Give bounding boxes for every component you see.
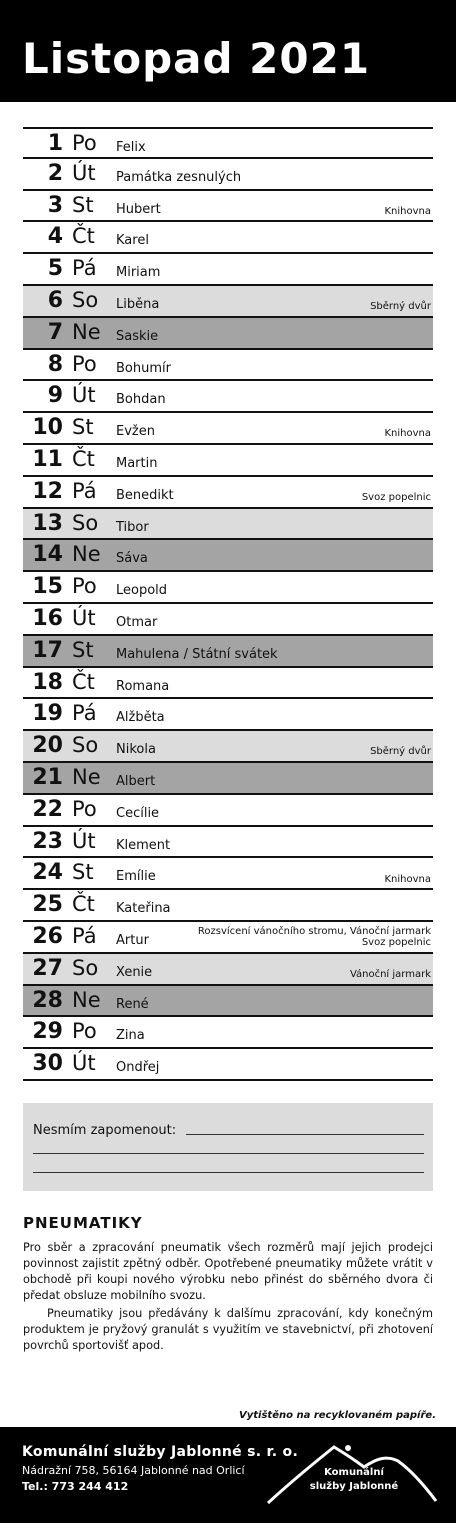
day-number: 6 xyxy=(47,287,63,313)
name-day: Miriam xyxy=(116,265,161,281)
name-day: Emílie xyxy=(116,869,156,885)
day-number: 17 xyxy=(32,637,63,663)
day-row xyxy=(23,350,433,382)
name-day: Klement xyxy=(116,837,171,853)
day-name: Út xyxy=(72,160,96,185)
day-row xyxy=(23,540,433,572)
day-name: Ne xyxy=(72,764,101,789)
day-name: So xyxy=(72,287,99,312)
day-name: Pá xyxy=(72,478,97,503)
day-number: 19 xyxy=(32,701,63,727)
day-number: 25 xyxy=(32,892,63,918)
day-name: Po xyxy=(72,131,97,155)
day-event: Sběrný dvůr xyxy=(370,746,431,758)
day-number: 4 xyxy=(47,224,63,250)
day-number: 11 xyxy=(32,446,63,472)
day-row xyxy=(23,636,433,668)
month-header xyxy=(0,0,456,102)
day-number: 16 xyxy=(32,605,63,631)
name-day: Mahulena / Státní svátek xyxy=(116,646,278,662)
name-day: Bohumír xyxy=(116,360,171,376)
day-name: Po xyxy=(72,796,97,821)
name-day: Nikola xyxy=(116,742,156,758)
day-number: 5 xyxy=(47,256,63,282)
day-event: Knihovna xyxy=(384,205,431,217)
day-row xyxy=(23,381,433,413)
day-number: 29 xyxy=(32,1019,63,1045)
day-name: Čt xyxy=(72,669,95,694)
day-event: Vánoční jarmark xyxy=(349,969,431,981)
name-day: Liběna xyxy=(116,296,160,312)
day-row xyxy=(23,413,433,445)
day-name: Pá xyxy=(72,256,97,281)
day-name: St xyxy=(72,860,94,885)
notes-line xyxy=(186,1134,424,1135)
name-day: Cecílie xyxy=(116,805,160,821)
day-row xyxy=(23,445,433,477)
day-number: 24 xyxy=(32,860,63,886)
day-name: Út xyxy=(72,828,96,853)
day-row xyxy=(23,222,433,254)
day-name: So xyxy=(72,955,99,980)
day-name: Pá xyxy=(72,923,97,948)
name-day: Hubert xyxy=(116,201,161,217)
day-name: St xyxy=(72,192,94,217)
day-name: So xyxy=(72,510,99,535)
company-name: Komunální služby Jablonné s. r. o. xyxy=(22,1444,299,1460)
company-logo xyxy=(264,1439,440,1509)
name-day: Martin xyxy=(116,455,158,471)
day-event: Svoz popelnic xyxy=(361,492,431,504)
name-day: Romana xyxy=(116,678,170,694)
name-day: Tibor xyxy=(116,519,149,535)
day-name: Út xyxy=(72,1051,96,1076)
day-number: 2 xyxy=(47,160,63,186)
day-row xyxy=(23,922,433,954)
day-row xyxy=(23,763,433,795)
name-day: Albert xyxy=(116,773,156,789)
day-row xyxy=(23,604,433,636)
day-row xyxy=(23,572,433,604)
day-number: 3 xyxy=(47,192,63,218)
day-row xyxy=(23,1017,433,1049)
name-day: Bohdan xyxy=(116,392,166,408)
name-day: Ondřej xyxy=(116,1060,160,1076)
name-day: Evžen xyxy=(116,424,155,440)
day-number: 13 xyxy=(32,510,63,536)
day-row xyxy=(23,1049,433,1081)
logo-line-1: Komunální xyxy=(324,1467,384,1478)
day-name: Po xyxy=(72,574,97,599)
day-number: 7 xyxy=(47,319,63,345)
day-row xyxy=(23,827,433,859)
day-number: 27 xyxy=(32,955,63,981)
day-list xyxy=(23,127,433,1081)
day-event: Sběrný dvůr xyxy=(370,301,431,313)
day-number: 15 xyxy=(32,574,63,600)
day-number: 18 xyxy=(32,669,63,695)
day-number: 22 xyxy=(32,796,63,822)
footer xyxy=(0,1427,456,1523)
name-day: Benedikt xyxy=(116,487,174,503)
name-day: Památka zesnulých xyxy=(116,169,242,185)
day-number: 21 xyxy=(32,764,63,790)
day-row xyxy=(23,890,433,922)
name-day: Karel xyxy=(116,233,149,249)
name-day: Artur xyxy=(116,932,149,948)
day-row xyxy=(23,858,433,890)
name-day: René xyxy=(116,996,149,1012)
day-row xyxy=(23,668,433,700)
company-address: Nádražní 758, 56164 Jablonné nad Orlicí xyxy=(22,1464,245,1477)
name-day: Kateřina xyxy=(116,901,171,917)
name-day: Alžběta xyxy=(116,710,165,726)
day-row xyxy=(23,254,433,286)
day-row xyxy=(23,127,433,159)
day-name: St xyxy=(72,415,94,440)
day-row xyxy=(23,477,433,509)
day-name: Čt xyxy=(72,892,95,917)
day-name: Čt xyxy=(72,224,95,249)
day-row xyxy=(23,795,433,827)
day-row xyxy=(23,699,433,731)
day-name: Po xyxy=(72,351,97,376)
day-row xyxy=(23,954,433,986)
day-event: Knihovna xyxy=(384,873,431,885)
day-name: Ne xyxy=(72,542,101,567)
day-name: St xyxy=(72,637,94,662)
day-number: 8 xyxy=(47,351,63,377)
day-name: Ne xyxy=(72,319,101,344)
day-row xyxy=(23,509,433,541)
day-event: Knihovna xyxy=(384,428,431,440)
article-paragraph: Pro sběr a zpracování pneumatik všech rozměrů mají jejich prodejci povinnost zajistit zpětný odběr. Opotřebené pneumatiky můžete vrátit v obchodě při koupi nového výrobku nebo přinést do sběrného dvora či předat obsluze mobilního svozu. xyxy=(23,1241,433,1302)
day-number: 10 xyxy=(32,415,63,441)
day-name: So xyxy=(72,733,99,758)
day-row xyxy=(23,731,433,763)
recycled-paper-note: Vytištěno na recyklovaném papíře. xyxy=(239,1410,436,1421)
day-row xyxy=(23,318,433,350)
day-number: 12 xyxy=(32,478,63,504)
day-number: 30 xyxy=(32,1051,63,1077)
name-day: Otmar xyxy=(116,614,158,630)
day-number: 26 xyxy=(32,923,63,949)
name-day: Xenie xyxy=(116,964,153,980)
notes-line xyxy=(33,1172,424,1173)
day-number: 28 xyxy=(32,987,63,1013)
name-day: Zina xyxy=(116,1028,145,1044)
day-number: 23 xyxy=(32,828,63,854)
day-row xyxy=(23,159,433,191)
name-day: Felix xyxy=(116,140,146,155)
notes-label: Nesmím zapomenout: xyxy=(33,1123,177,1138)
day-row xyxy=(23,986,433,1018)
day-name: Ne xyxy=(72,987,101,1012)
name-day: Saskie xyxy=(116,328,159,344)
name-day: Sáva xyxy=(116,551,148,567)
day-name: Čt xyxy=(72,446,95,471)
month-title: Listopad 2021 xyxy=(22,34,371,83)
notes-box xyxy=(23,1103,433,1191)
day-name: Út xyxy=(72,383,96,408)
day-row xyxy=(23,191,433,223)
day-name: Pá xyxy=(72,701,97,726)
day-number: 1 xyxy=(47,131,63,156)
day-number: 9 xyxy=(47,383,63,409)
day-name: Po xyxy=(72,1019,97,1044)
day-event: Rozsvícení vánočního stromu, Vánoční jarmark Svoz popelnic xyxy=(197,925,431,949)
day-name: Út xyxy=(72,605,96,630)
article-paragraph: Pneumatiky jsou předávány k dalšímu zpracování, kdy konečným produktem je pryžový granulát s využitím ve stavebnictví, při zhotovení povrchů sportovišť apod. xyxy=(23,1307,433,1352)
name-day: Leopold xyxy=(116,583,168,599)
day-row xyxy=(23,286,433,318)
day-number: 20 xyxy=(32,733,63,759)
company-phone: Tel.: 773 244 412 xyxy=(22,1480,129,1493)
day-number: 14 xyxy=(32,542,63,568)
article-title: PNEUMATIKY xyxy=(23,1214,143,1232)
notes-line xyxy=(33,1153,424,1154)
logo-line-2: služby Jablonné xyxy=(309,1481,399,1492)
